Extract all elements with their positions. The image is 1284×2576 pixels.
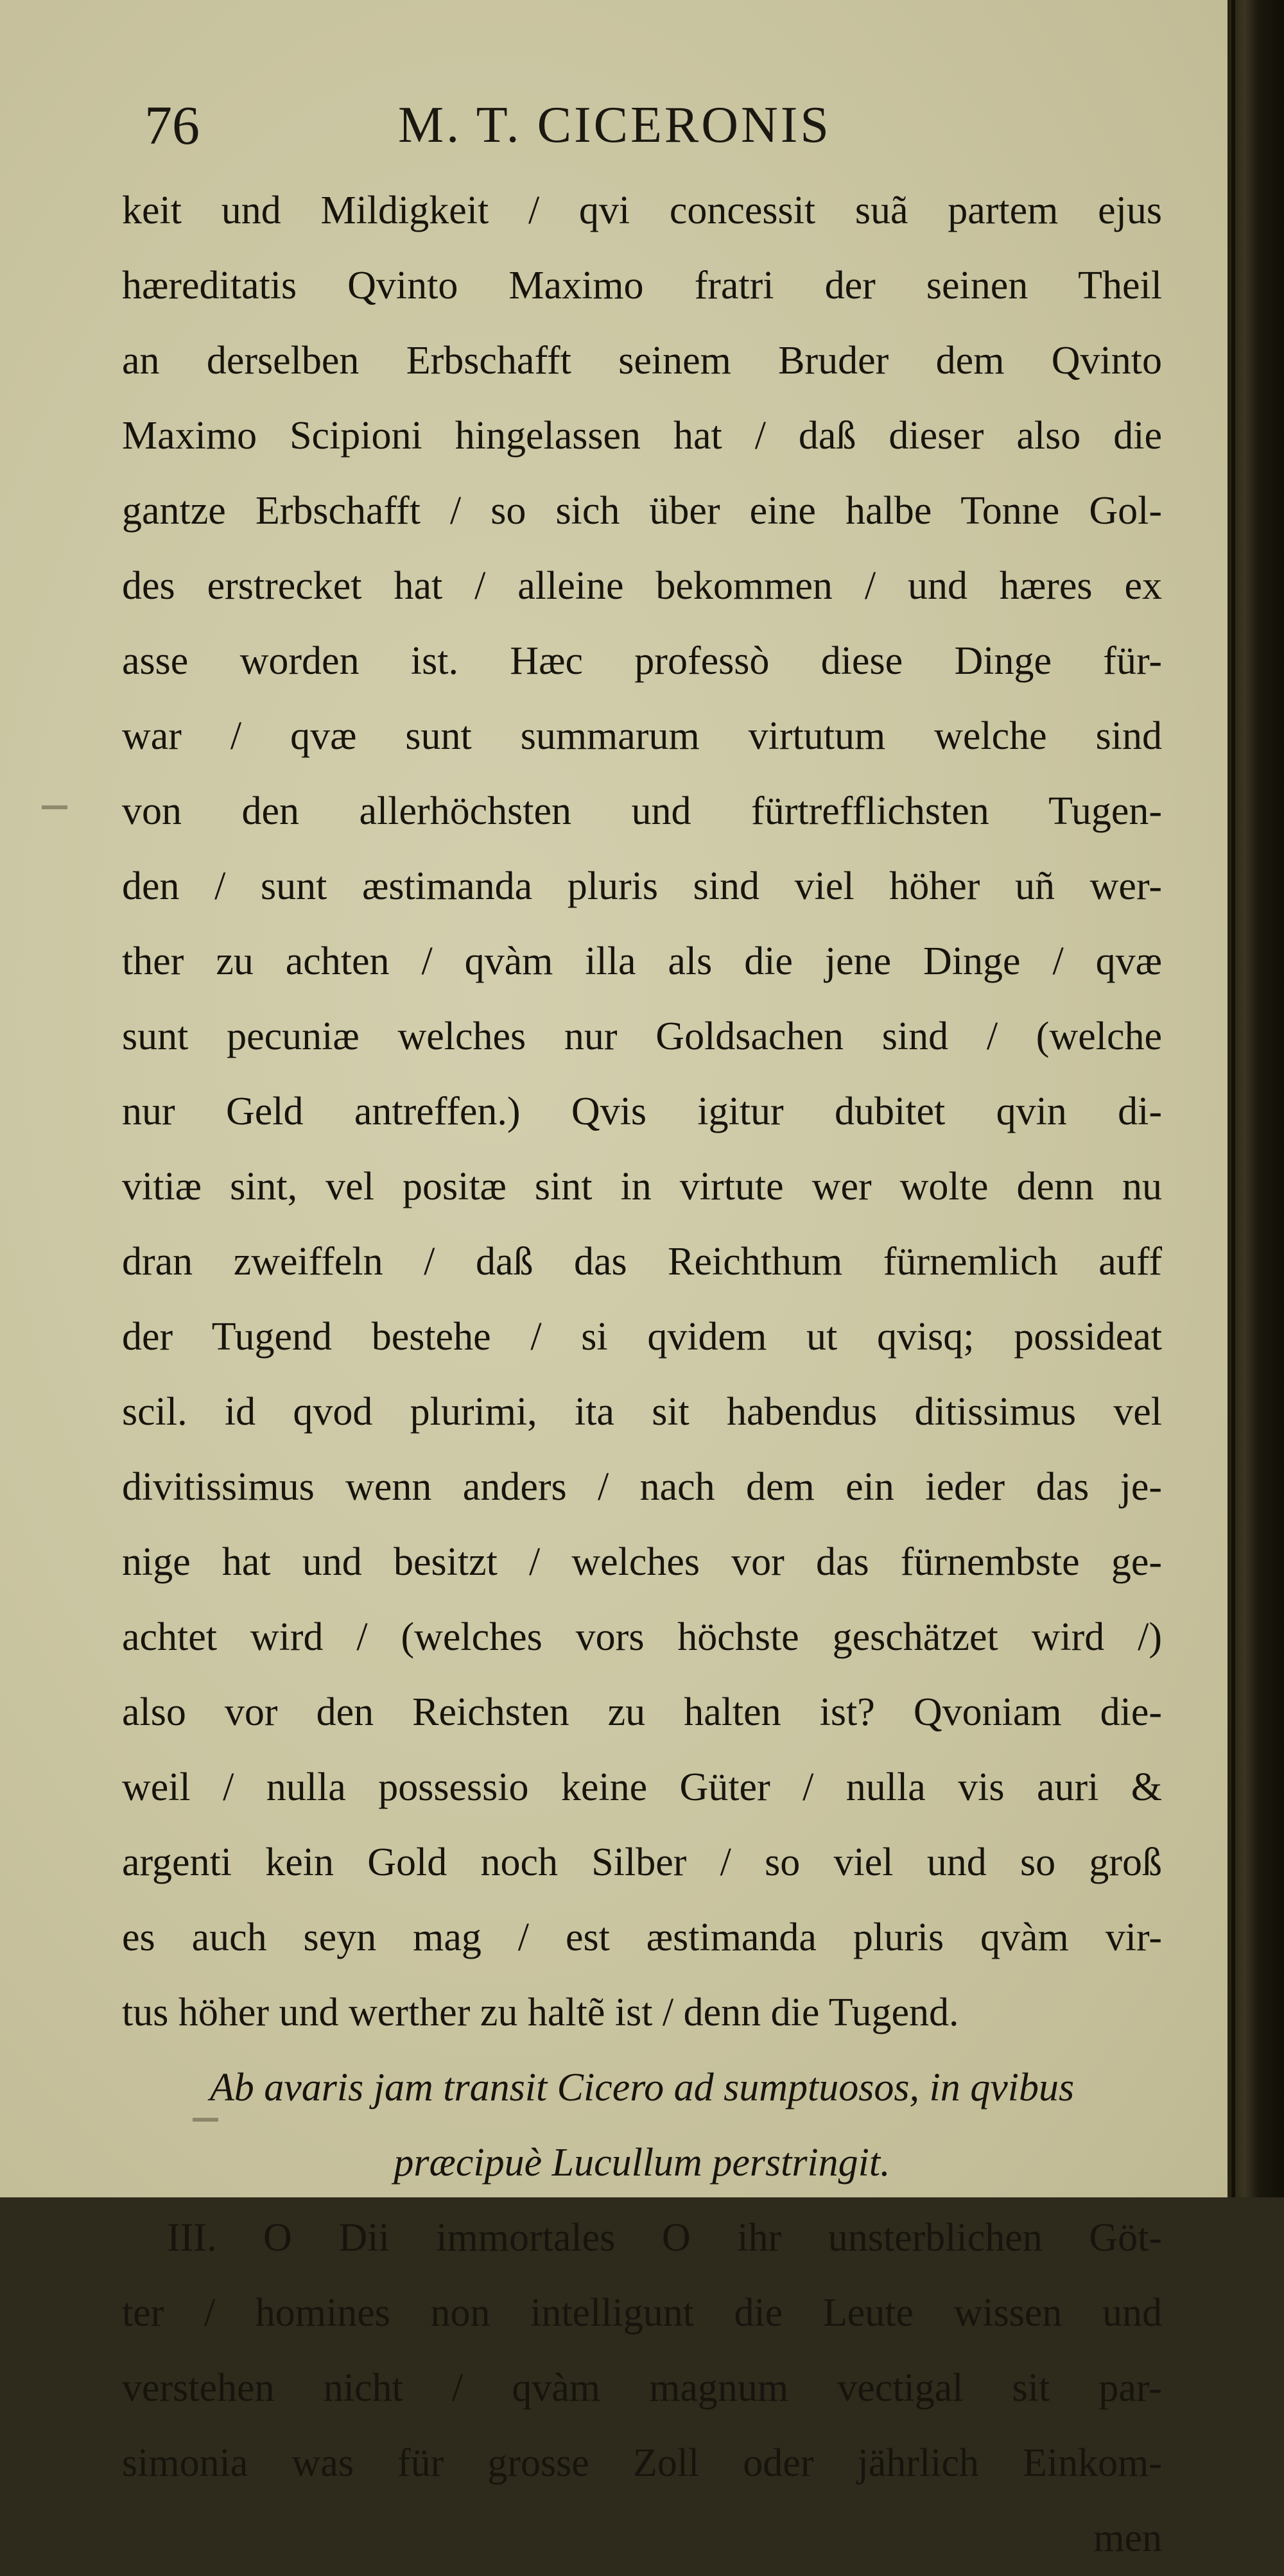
text-line: ter / homines non intelligunt die Leute wissen und	[122, 2291, 1162, 2335]
page-edge-shadow	[1228, 0, 1284, 2197]
catchword: men	[1093, 2516, 1162, 2560]
margin-mark	[193, 2118, 218, 2122]
text-line: vitiæ sint, vel positæ sint in virtute wer wolte denn nu	[122, 1165, 1162, 1208]
running-title: M. T. CICERONIS	[398, 97, 831, 153]
body-text	[122, 173, 1162, 2576]
text-line: hæreditatis Qvinto Maximo fratri der seinen Theil	[122, 264, 1162, 307]
text-line: des erstrecket hat / alleine bekommen / und hæres ex	[122, 564, 1162, 608]
text-line: sunt pecuniæ welches nur Goldsachen sind / (welche	[122, 1015, 1162, 1058]
text-line: argenti kein Gold noch Silber / so viel und so groß	[122, 1841, 1162, 1884]
text-line: war / qvæ sunt summarum virtutum welche sind	[122, 714, 1162, 758]
page-number: 76	[144, 94, 200, 156]
text-line: simonia was für grosse Zoll oder jährlich Einkom-	[122, 2441, 1162, 2485]
text-line: an derselben Erbschafft seinem Bruder dem Qvinto	[122, 339, 1162, 382]
text-line: weil / nulla possessio keine Güter / nulla vis auri &	[122, 1765, 1162, 1809]
binding-edge	[1231, 0, 1235, 2197]
text-line: dran zweiffeln / daß das Reichthum fürnemlich auff	[122, 1240, 1162, 1284]
text-line: gantze Erbschafft / so sich über eine halbe Tonne Gol-	[122, 489, 1162, 533]
text-line: den / sunt æstimanda pluris sind viel höher uñ wer-	[122, 864, 1162, 908]
text-line: von den allerhöchsten und fürtrefflichsten Tugen-	[122, 789, 1162, 833]
text-line: scil. id qvod plurimi, ita sit habendus ditissimus vel	[122, 1390, 1162, 1434]
text-line: tus höher und werther zu haltẽ ist / denn die Tugend.	[122, 1991, 959, 2034]
text-line: keit und Mildigkeit / qvi concessit suã partem ejus	[122, 189, 1162, 232]
text-line: Maximo Scipioni hingelassen hat / daß dieser also die	[122, 414, 1162, 458]
page-header	[144, 90, 1043, 160]
text-line: nur Geld antreffen.) Qvis igitur dubitet qvin di-	[122, 1090, 1162, 1133]
section-start-line: III. O Dii immortales O ihr unsterblichen Göt-	[167, 2216, 1162, 2260]
text-line: verstehen nicht / qvàm magnum vectigal sit par-	[122, 2366, 1162, 2410]
margin-summary-line: Ab avaris jam transit Cicero ad sumptuosos, in qvibus	[209, 2066, 1075, 2109]
text-line: ther zu achten / qvàm illa als die jene Dinge / qvæ	[122, 940, 1162, 983]
text-line: der Tugend bestehe / si qvidem ut qvisq; possideat	[122, 1315, 1162, 1359]
text-line: also vor den Reichsten zu halten ist? Qvoniam die-	[122, 1690, 1162, 1734]
text-line: nige hat und besitzt / welches vor das fürnembste ge-	[122, 1540, 1162, 1584]
text-line: achtet wird / (welches vors höchste geschätzet wird /)	[122, 1615, 1162, 1659]
text-line: es auch seyn mag / est æstimanda pluris qvàm vir-	[122, 1916, 1162, 1959]
text-line: divitissimus wenn anders / nach dem ein ieder das je-	[122, 1465, 1162, 1509]
text-line: asse worden ist. Hæc professò diese Dinge für-	[122, 639, 1162, 683]
margin-summary-line: præcipuè Lucullum perstringit.	[394, 2141, 890, 2185]
margin-mark	[42, 805, 67, 809]
